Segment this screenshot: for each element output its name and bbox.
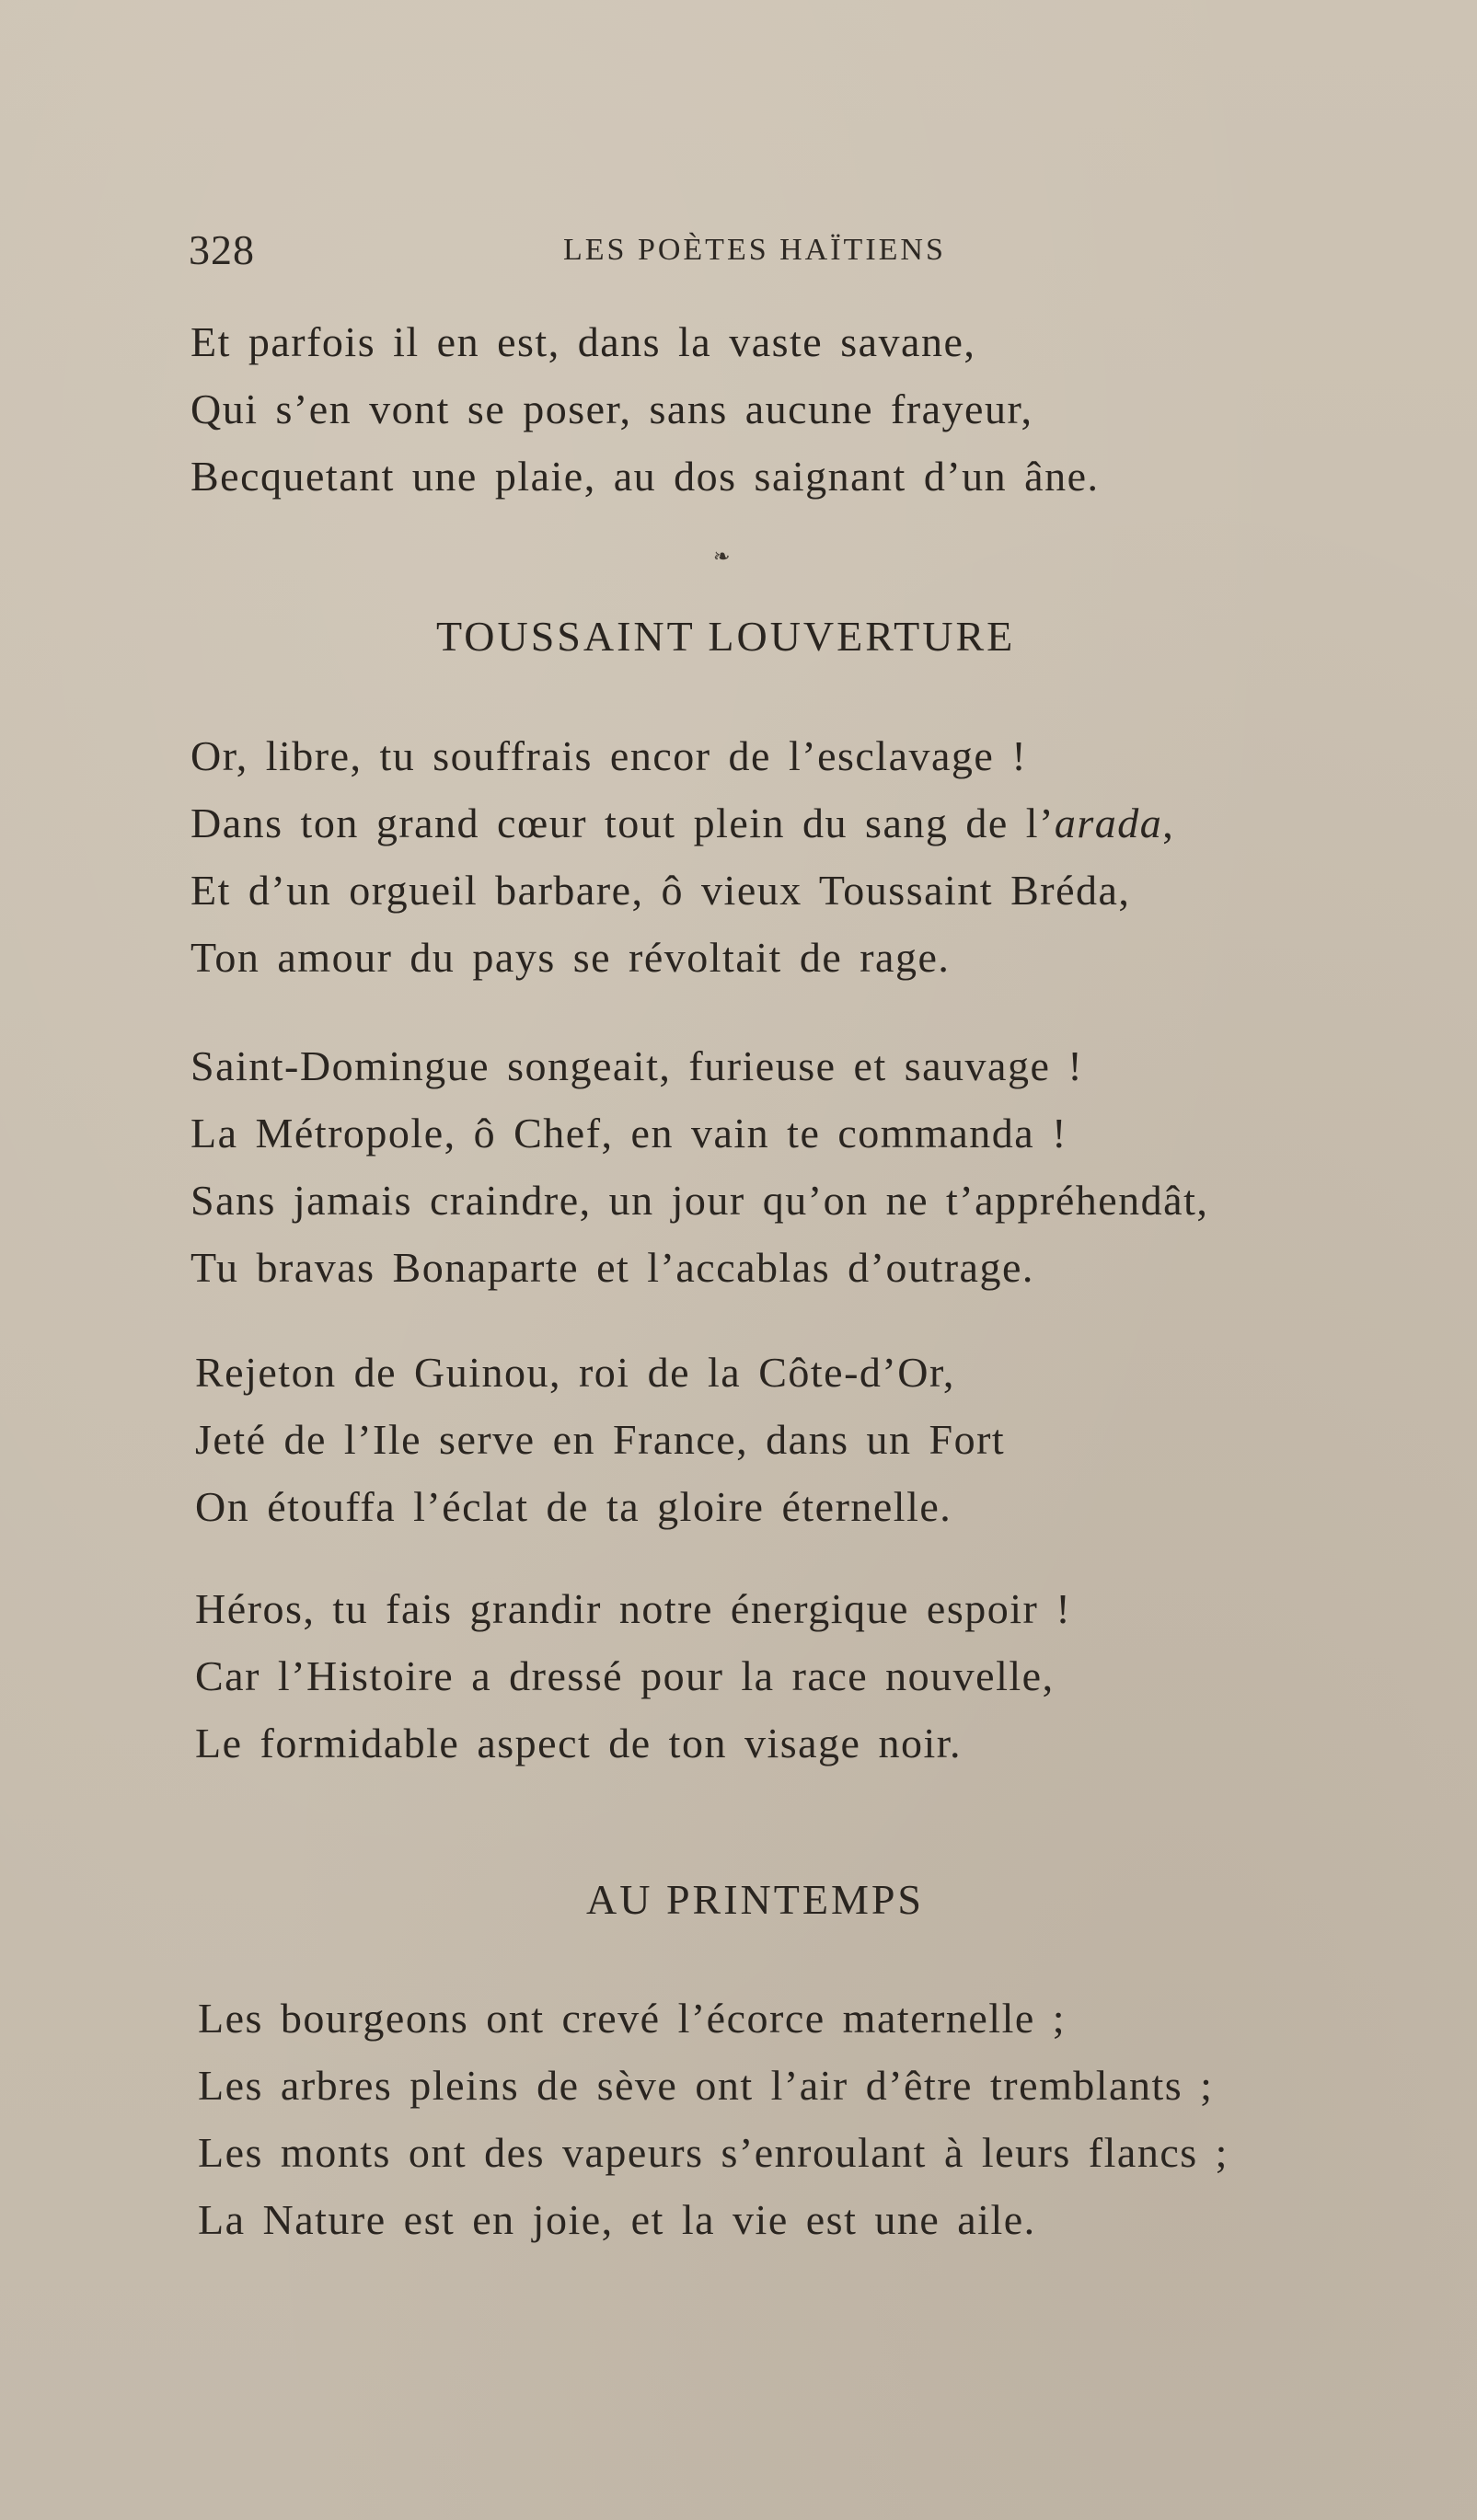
poem-title-toussaint: TOUSSAINT LOUVERTURE bbox=[436, 613, 1016, 660]
verse-line: Le formidable aspect de ton visage noir. bbox=[195, 1720, 963, 1766]
verse-line: Rejeton de Guinou, roi de la Côte-d’Or, bbox=[195, 1349, 955, 1396]
verse-line: La Métropole, ô Chef, en vain te commanda ! bbox=[190, 1110, 1067, 1156]
page-number: 328 bbox=[189, 226, 255, 273]
verse-punctuation: , bbox=[1162, 800, 1175, 846]
verse-line: Becquetant une plaie, au dos saignant d’un âne. bbox=[190, 453, 1100, 500]
verse-line bbox=[190, 799, 1174, 847]
verse-line: Qui s’en vont se poser, sans aucune frayeur, bbox=[190, 385, 1033, 432]
running-head bbox=[0, 225, 1477, 281]
verse-line: Saint-Domingue songeait, furieuse et sauvage ! bbox=[190, 1042, 1084, 1089]
verse-text: Dans ton grand cœur tout plein du sang de l’ bbox=[190, 800, 1055, 846]
verse-line: Tu bravas Bonaparte et l’accablas d’outrage. bbox=[190, 1244, 1034, 1291]
verse-line: Et d’un orgueil barbare, ô vieux Toussaint Bréda, bbox=[190, 867, 1131, 914]
verse-line: Les bourgeons ont crevé l’écorce maternelle ; bbox=[198, 1995, 1067, 2042]
verse-line: Héros, tu fais grandir notre énergique espoir ! bbox=[195, 1585, 1072, 1632]
verse-line: Ton amour du pays se révoltait de rage. bbox=[190, 934, 951, 981]
verse-line: Jeté de l’Ile serve en France, dans un Fort bbox=[195, 1416, 1006, 1463]
verse-line: On étouffa l’éclat de ta gloire éternelle. bbox=[195, 1483, 952, 1530]
ornament-icon: ❧ bbox=[713, 545, 731, 568]
verse-line: Or, libre, tu souffrais encor de l’esclavage ! bbox=[190, 732, 1028, 779]
verse-line: Sans jamais craindre, un jour qu’on ne t’appréhendât, bbox=[190, 1177, 1209, 1224]
verse-line: La Nature est en joie, et la vie est une aile. bbox=[198, 2196, 1036, 2243]
verse-line: Les monts ont des vapeurs s’enroulant à leurs flancs ; bbox=[198, 2129, 1229, 2176]
verse-line: Et parfois il en est, dans la vaste savane, bbox=[190, 318, 976, 365]
verse-line: Les arbres pleins de sève ont l’air d’être tremblants ; bbox=[198, 2062, 1214, 2109]
book-title: LES POÈTES HAÏTIENS bbox=[563, 233, 946, 267]
poem-title-au-printemps: AU PRINTEMPS bbox=[586, 1876, 925, 1923]
verse-italic-word: arada bbox=[1054, 800, 1163, 846]
verse-line: Car l’Histoire a dressé pour la race nouvelle, bbox=[195, 1652, 1055, 1699]
